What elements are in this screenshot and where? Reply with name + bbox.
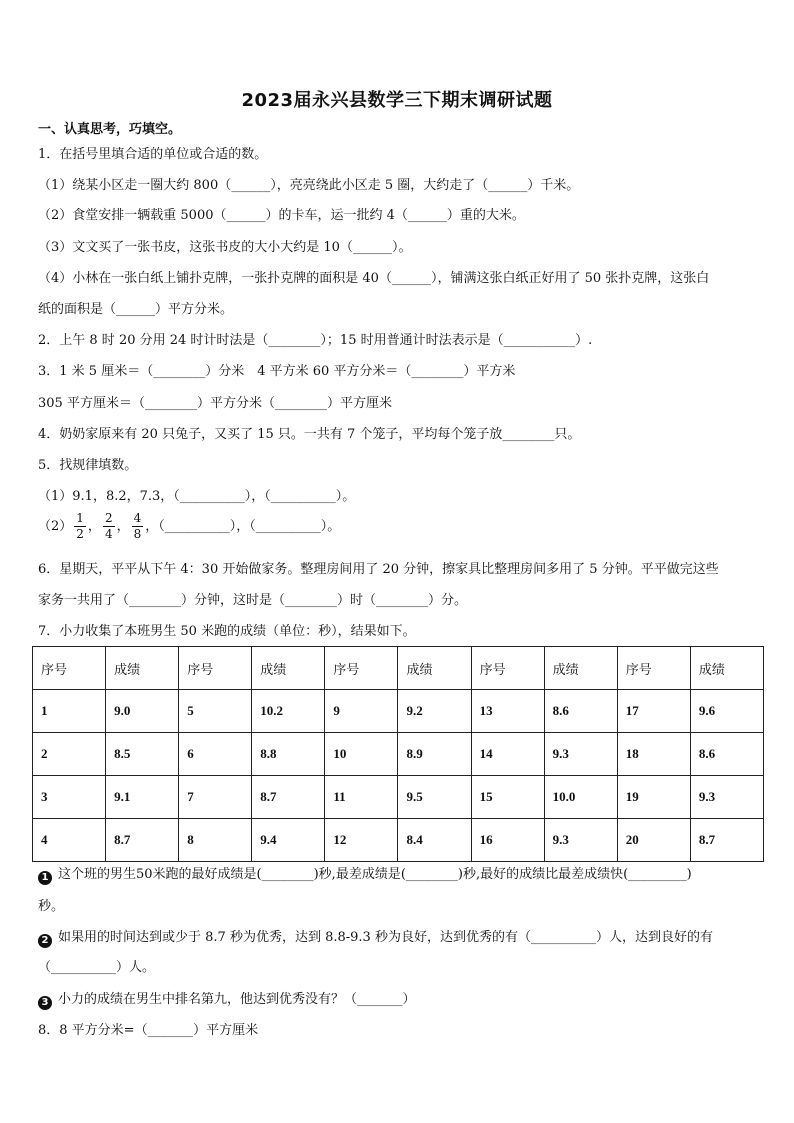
table-header-cell: 成绩 bbox=[690, 647, 763, 690]
fraction-numerator: 1 bbox=[76, 511, 84, 525]
question-7-2-text: 如果用的时间达到或少于 8.7 秒为优秀，达到 8.8-9.3 秒为良好，达到优秀的有（__________）人，达到良好的有 bbox=[58, 930, 713, 945]
question-7-1-line1 bbox=[38, 865, 692, 885]
question-2: 2．上午 8 时 20 分用 24 时计时法是（________）；15 时用普通计时法表示是（___________）. bbox=[38, 333, 593, 348]
question-6-line1: 6．星期天，平平从下午 4：30 开始做家务。整理房间用了 20 分钟，擦家具比整理房间多用了 5 分钟。平平做完这些 bbox=[38, 562, 719, 577]
table-cell: 8 bbox=[179, 819, 252, 862]
question-5-2-suffix: ，（__________），（__________）。 bbox=[145, 518, 341, 534]
table-cell: 9.4 bbox=[252, 819, 325, 862]
question-6-line2: 家务一共用了（________）分钟，这时是（________）时（________）分。 bbox=[38, 593, 468, 608]
page-title: 2023届永兴县数学三下期末调研试题 bbox=[241, 90, 553, 111]
question-4: 4．奶奶家原来有 20 只兔子，又买了 15 只。一共有 7 个笼子，平均每个笼子放________只。 bbox=[38, 427, 581, 442]
table-cell: 8.7 bbox=[252, 776, 325, 819]
question-5-2-prefix: （2） bbox=[38, 518, 73, 534]
fraction bbox=[132, 512, 144, 541]
circled-number: 2 bbox=[38, 934, 52, 948]
table-cell: 10.2 bbox=[252, 690, 325, 733]
table-cell: 9 bbox=[325, 690, 398, 733]
table-header-cell: 序号 bbox=[179, 647, 252, 690]
fraction-denominator: 4 bbox=[104, 527, 113, 541]
table-cell: 18 bbox=[617, 733, 690, 776]
table-header-cell: 序号 bbox=[471, 647, 544, 690]
question-5-2 bbox=[38, 512, 340, 541]
table-cell: 9.6 bbox=[690, 690, 763, 733]
table-header-cell: 序号 bbox=[325, 647, 398, 690]
question-1-4-line1: （4）小林在一张白纸上铺扑克牌，一张扑克牌的面积是 40（______），铺满这张白纸正好用了 50 张扑克牌，这张白 bbox=[38, 271, 710, 286]
question-7-3-line bbox=[38, 990, 416, 1010]
fraction-denominator: 2 bbox=[76, 527, 84, 541]
question-1-3: （3）文文买了一张书皮，这张书皮的大小大约是 10（______）。 bbox=[38, 240, 412, 255]
fraction-numerator: 4 bbox=[133, 511, 142, 525]
table-cell: 10 bbox=[325, 733, 398, 776]
table-cell: 10.0 bbox=[544, 776, 617, 819]
table-cell: 19 bbox=[617, 776, 690, 819]
table-cell: 9.3 bbox=[690, 776, 763, 819]
question-7-2-line1 bbox=[38, 928, 713, 948]
table-cell: 20 bbox=[617, 819, 690, 862]
table-cell: 1 bbox=[33, 690, 106, 733]
table-header-cell: 成绩 bbox=[106, 647, 179, 690]
table-row bbox=[33, 819, 764, 862]
table-cell: 8.7 bbox=[106, 819, 179, 862]
question-1: 1．在括号里填合适的单位或合适的数。 bbox=[38, 147, 268, 162]
table-cell: 8.6 bbox=[690, 733, 763, 776]
table-cell: 8.9 bbox=[398, 733, 471, 776]
table-cell: 17 bbox=[617, 690, 690, 733]
table-cell: 2 bbox=[33, 733, 106, 776]
fraction bbox=[74, 512, 86, 541]
table-header-cell: 成绩 bbox=[398, 647, 471, 690]
table-row bbox=[33, 733, 764, 776]
table-cell: 6 bbox=[179, 733, 252, 776]
table-cell: 9.0 bbox=[106, 690, 179, 733]
table-cell: 9.3 bbox=[544, 819, 617, 862]
table-cell: 8.5 bbox=[106, 733, 179, 776]
table-cell: 11 bbox=[325, 776, 398, 819]
comma: ， bbox=[87, 518, 101, 534]
question-5: 5．找规律填数。 bbox=[38, 458, 138, 473]
table-cell: 7 bbox=[179, 776, 252, 819]
table-cell: 8.6 bbox=[544, 690, 617, 733]
question-1-2: （2）食堂安排一辆载重 5000（______）的卡车，运一批约 4（______）重的大米。 bbox=[38, 208, 525, 223]
question-3-line1: 3．1 米 5 厘米＝（________）分米 4 平方米 60 平方分米＝（________）平方米 bbox=[38, 364, 516, 379]
table-cell: 8.7 bbox=[690, 819, 763, 862]
table-cell: 13 bbox=[471, 690, 544, 733]
section-heading: 一、认真思考，巧填空。 bbox=[38, 122, 182, 137]
table-header-cell: 序号 bbox=[617, 647, 690, 690]
table-row bbox=[33, 690, 764, 733]
fraction-numerator: 2 bbox=[104, 511, 113, 525]
question-1-4-line2: 纸的面积是（______）平方分米。 bbox=[38, 302, 234, 317]
table-cell: 12 bbox=[325, 819, 398, 862]
table-cell: 9.2 bbox=[398, 690, 471, 733]
table-cell: 15 bbox=[471, 776, 544, 819]
table-cell: 9.5 bbox=[398, 776, 471, 819]
circled-number: 1 bbox=[38, 871, 52, 885]
table-cell: 4 bbox=[33, 819, 106, 862]
question-1-1: （1）绕某小区走一圈大约 800（______），亮亮绕此小区走 5 圈，大约走了（______）千米。 bbox=[38, 178, 580, 193]
table-cell: 14 bbox=[471, 733, 544, 776]
circled-number: 3 bbox=[38, 996, 52, 1010]
comma: ， bbox=[116, 518, 130, 534]
table-cell: 3 bbox=[33, 776, 106, 819]
table-cell: 8.4 bbox=[398, 819, 471, 862]
table-cell: 5 bbox=[179, 690, 252, 733]
question-5-1: （1）9.1，8.2，7.3，（__________），（__________）。 bbox=[38, 489, 356, 504]
table-cell: 9.1 bbox=[106, 776, 179, 819]
table-header-cell: 序号 bbox=[33, 647, 106, 690]
question-7-3-text: 小力的成绩在男生中排名第九，他达到优秀没有？（_______） bbox=[58, 992, 416, 1007]
table-row bbox=[33, 776, 764, 819]
question-7: 7．小力收集了本班男生 50 米跑的成绩（单位：秒），结果如下。 bbox=[38, 624, 416, 639]
scores-table bbox=[32, 646, 764, 862]
table-header-row bbox=[33, 647, 764, 690]
table-cell: 8.8 bbox=[252, 733, 325, 776]
question-7-1-line2: 秒。 bbox=[38, 899, 65, 914]
question-7-1-text: 这个班的男生50米跑的最好成绩是(________)秒,最差成绩是(________)秒,最好的成绩比最差成绩快(_________) bbox=[58, 867, 692, 882]
fraction bbox=[103, 512, 115, 541]
question-3-line2: 305 平方厘米＝（________）平方分米（________）平方厘米 bbox=[38, 396, 392, 411]
table-header-cell: 成绩 bbox=[544, 647, 617, 690]
table-cell: 9.3 bbox=[544, 733, 617, 776]
table-cell: 16 bbox=[471, 819, 544, 862]
table-header-cell: 成绩 bbox=[252, 647, 325, 690]
question-7-2-line2: （__________）人。 bbox=[38, 960, 156, 975]
question-8: 8．8 平方分米=（_______）平方厘米 bbox=[38, 1023, 259, 1038]
fraction-denominator: 8 bbox=[133, 527, 142, 541]
